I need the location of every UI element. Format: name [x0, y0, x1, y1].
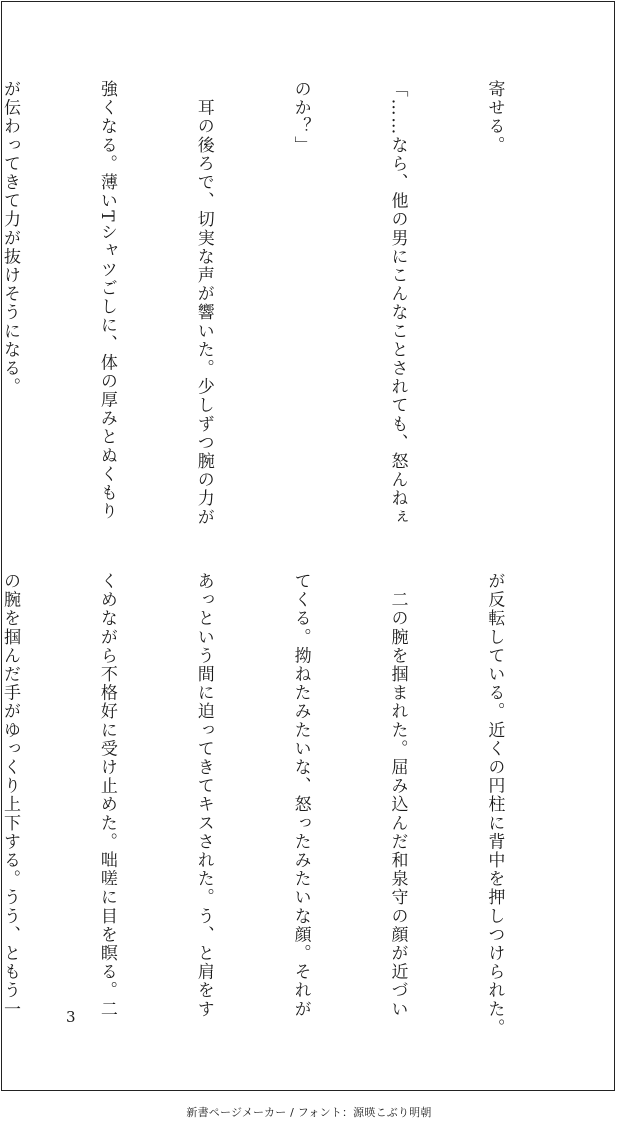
text-line: あっという間に迫ってきてキスされた。う、と肩をす [193, 572, 214, 1019]
text-line: が伝わってきて力が抜けそうになる。 [0, 80, 20, 397]
text-line: 強くなる。薄いTシャツごしに、体の厚みとぬくもり [96, 80, 117, 521]
text-line: くめながら不格好に受け止めた。咄嗟に目を瞑る。二 [96, 572, 117, 1019]
text-line: が反転している。近くの円柱に背中を押しつけられた。 [484, 572, 505, 1037]
credit-footer: 新書ページメーカー / フォント：源暎こぶり明朝 [186, 1106, 432, 1119]
text-line: 「……なら、他の男にこんなことされても、怒んねぇ [387, 80, 408, 527]
text-line: 二の腕を掴まれた。屈み込んだ和泉守の顔が近づい [387, 572, 408, 1019]
lower-text-block [0, 572, 575, 1037]
book-page [1, 1, 615, 1091]
upper-text-block [0, 80, 575, 535]
text-line: 寄せる。 [484, 80, 505, 155]
page-number: 3 [66, 1008, 76, 1026]
text-line: のか？」 [290, 80, 311, 155]
text-line: の腕を掴んだ手がゆっくり上下する。うう、ともう一 [0, 572, 20, 1019]
text-line: てくる。拗ねたみたいな、怒ったみたいな顔。それが [290, 572, 311, 1019]
text-line: 耳の後ろで、切実な声が響いた。少しずつ腕の力が [193, 80, 214, 527]
